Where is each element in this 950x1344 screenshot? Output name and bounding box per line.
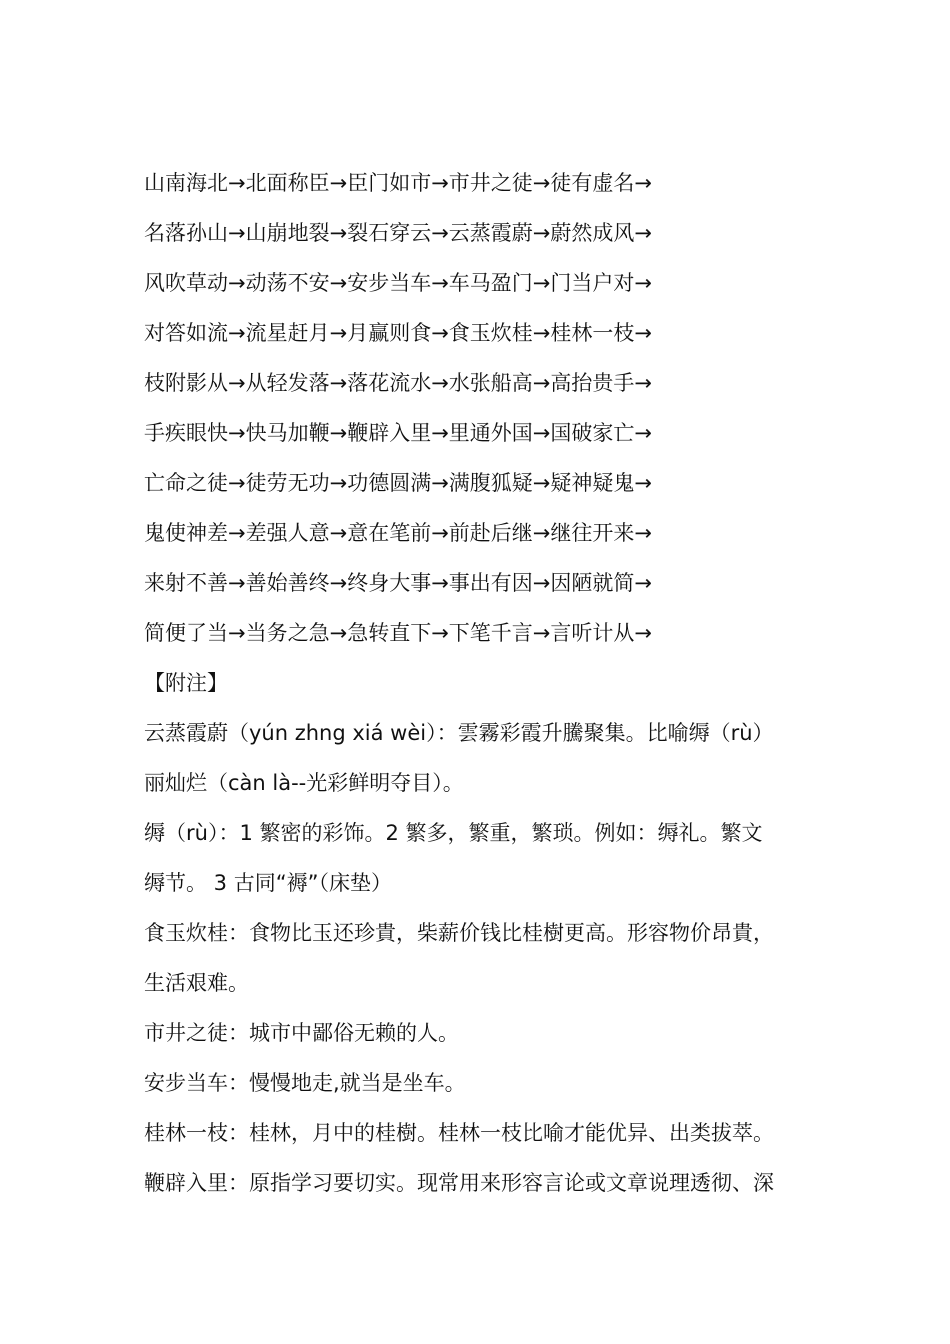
note-line: 安步当车：慢慢地走,就当是坐车。	[144, 1071, 466, 1095]
idiom-chain-line: 亡命之徒→徒劳无功→功德圆满→满腹狐疑→疑神疑鬼→	[144, 471, 652, 495]
idiom-chain-line: 简便了当→当务之急→急转直下→下笔千言→言听计从→	[144, 621, 652, 645]
idiom-chain-line: 来射不善→善始善终→终身大事→事出有因→因陋就简→	[144, 571, 652, 595]
idiom-chain-line: 手疾眼快→快马加鞭→鞭辟入里→里通外国→国破家亡→	[144, 421, 652, 445]
idiom-chain-line: 对答如流→流星赶月→月赢则食→食玉炊桂→桂林一枝→	[144, 321, 652, 345]
idiom-chain-line: 风吹草动→动荡不安→安步当车→车马盈门→门当户对→	[144, 271, 652, 295]
note-line: 桂林一枝：桂林，月中的桂樹。桂林一枝比喻才能优异、出类拔萃。	[144, 1121, 774, 1145]
note-line: 生活艰难。	[144, 971, 249, 995]
note-line: 食玉炊桂：食物比玉还珍貴，柴薪价钱比桂樹更高。形容物价昂貴，	[144, 921, 774, 945]
idiom-chain-line: 鬼使神差→差强人意→意在笔前→前赴后继→继往开来→	[144, 521, 652, 545]
note-line: 鞭辟入里：原指学习要切实。现常用来形容言论或文章说理透彻、深	[144, 1171, 774, 1195]
idiom-chain-line: 枝附影从→从轻发落→落花流水→水张船高→高抬贵手→	[144, 371, 652, 395]
idiom-chain-line: 名落孙山→山崩地裂→裂石穿云→云蒸霞蔚→蔚然成风→	[144, 221, 652, 245]
idiom-chain-line: 山南海北→北面称臣→臣门如市→市井之徒→徒有虚名→	[144, 171, 652, 195]
note-line: 缛节。 3 古同“褥”（床垫）	[144, 871, 392, 895]
note-line: 丽灿烂（càn là--光彩鲜明夺目）。	[144, 771, 464, 795]
notes-heading: 【附注】	[144, 671, 228, 695]
note-line: 缛（rù）：1 繁密的彩饰。2 繁多，繁重，繁琐。例如：缛礼。繁文	[144, 821, 763, 845]
document-body	[144, 158, 824, 1208]
note-line: 市井之徒：城市中鄙俗无赖的人。	[144, 1021, 459, 1045]
note-line: 云蒸霞蔚（yún zhng xiá wèi）：雲霧彩霞升騰聚集。比喻缛（rù）	[144, 721, 774, 745]
